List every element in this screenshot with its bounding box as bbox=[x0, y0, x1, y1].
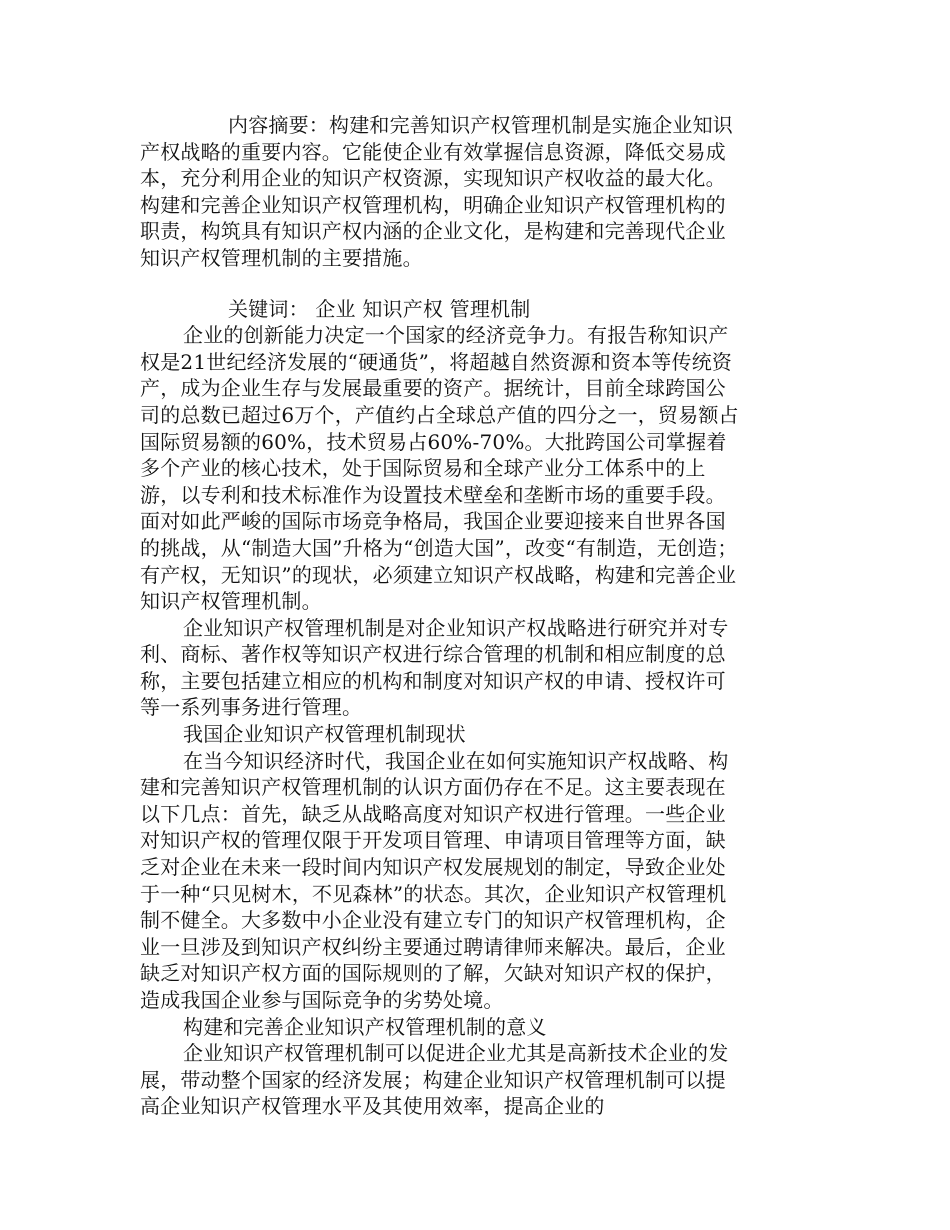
section-paragraph-status: 在当今知识经济时代，我国企业在如何实施知识产权战略、构建和完善知识产权管理机制的认识方面仍存在不足。这主要表现在以下几点：首先，缺乏从战略高度对知识产权进行管理。一些企业对知识产权的管理仅限于开发项目管理、申请项目管理等方面，缺乏对企业在未来一段时间内知识产权发展规划的制定，导致企业处于一种“只见树木，不见森林”的状态。其次，企业知识产权管理机制不健全。大多数中小企业没有建立专门的知识产权管理机构，企业一旦涉及到知识产权纠纷主要通过聘请律师来解决。最后，企业缺乏对知识产权方面的国际规则的了解，欠缺对知识产权的保护，造成我国企业参与国际竞争的劣势处境。 bbox=[140, 748, 729, 1012]
abstract-paragraph: 内容摘要：构建和完善知识产权管理机制是实施企业知识产权战略的重要内容。它能使企业有效掌握信息资源，降低交易成本，充分利用企业的知识产权资源，实现知识产权收益的最大化。构建和完善企业知识产权管理机构，明确企业知识产权管理机构的职责，构筑具有知识产权内涵的企业文化，是构建和完善现代企业知识产权管理机制的主要措施。 bbox=[140, 113, 733, 270]
body-paragraph-1: 企业的创新能力决定一个国家的经济竞争力。有报告称知识产权是21世纪经济发展的“硬通货”，将超越自然资源和资本等传统资产，成为企业生存与发展最重要的资产。据统计，目前全球跨国公司的总数已超过6万个，产值约占全球总产值的四分之一，贸易额占国际贸易额的60%，技术贸易占60%-70%。大批跨国公司掌握着多个产业的核心技术，处于国际贸易和全球产业分工体系中的上游，以专利和技术标准作为设置技术壁垒和垄断市场的重要手段。面对如此严峻的国际市场竞争格局，我国企业要迎接来自世界各国的挑战，从“制造大国”升格为“创造大国”，改变“有制造，无创造；有产权，无知识”的现状，必须建立知识产权战略，构建和完善企业知识产权管理机制。 bbox=[140, 323, 739, 614]
section-heading-status: 我国企业知识产权管理机制现状 bbox=[183, 722, 466, 747]
keywords-line: 关键词： 企业 知识产权 管理机制 bbox=[228, 296, 531, 321]
section-heading-significance: 构建和完善企业知识产权管理机制的意义 bbox=[183, 1014, 547, 1039]
body-paragraph-2: 企业知识产权管理机制是对企业知识产权战略进行研究并对专利、商标、著作权等知识产权进行综合管理的机制和相应制度的总称，主要包括建立相应的机构和制度对知识产权的申请、授权许可等一系列事务进行管理。 bbox=[140, 615, 729, 720]
section-paragraph-significance: 企业知识产权管理机制可以促进企业尤其是高新技术企业的发展，带动整个国家的经济发展；构建企业知识产权管理机制可以提高企业知识产权管理水平及其使用效率，提高企业的 bbox=[140, 1041, 729, 1119]
document-page bbox=[140, 112, 740, 1120]
